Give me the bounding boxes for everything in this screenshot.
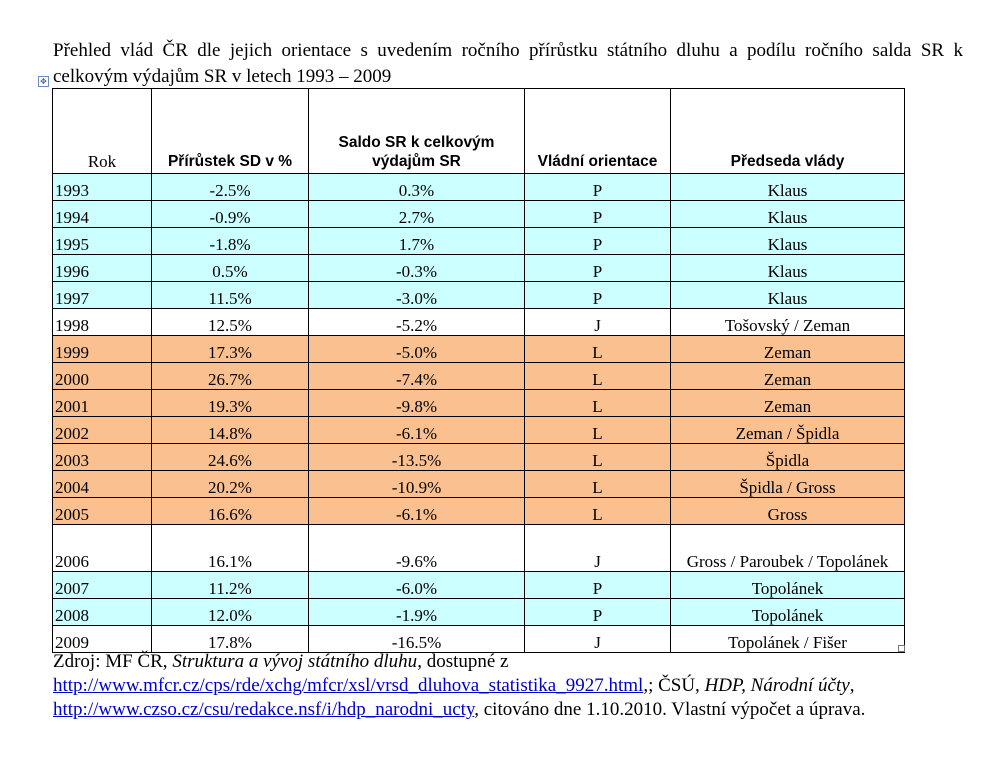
document-title: Přehled vlád ČR dle jejich orientace s uvedením ročního přírůstku státního dluhu a podílu ročního salda SR k celkovým výdajům SR v letech 1993 – 2009 (53, 40, 963, 87)
cell-saldo: -3.0% (309, 282, 525, 309)
cell-prirustek: 14.8% (152, 417, 309, 444)
cell-orientace: L (525, 336, 671, 363)
table-row (53, 525, 905, 572)
government-debt-table (52, 88, 905, 653)
source-suffix: , citováno dne 1.10.2010. Vlastní výpočet a úprava. (474, 699, 866, 720)
table-row (53, 417, 905, 444)
cell-orientace: L (525, 390, 671, 417)
header-prirustek: Přírůstek SD v % (152, 89, 309, 174)
cell-saldo: -6.1% (309, 498, 525, 525)
table-row (53, 498, 905, 525)
table-row (53, 255, 905, 282)
table-row (53, 390, 905, 417)
table-row (53, 174, 905, 201)
cell-predseda: Zeman (671, 390, 905, 417)
table-row (53, 309, 905, 336)
cell-predseda: Gross / Paroubek / Topolánek (671, 525, 905, 572)
cell-saldo: -13.5% (309, 444, 525, 471)
cell-orientace: P (525, 599, 671, 626)
mfcr-link[interactable]: http://www.mfcr.cz/cps/rde/xchg/mfcr/xsl/vrsd_dluhova_statistika_9927.html (53, 675, 644, 696)
table-row (53, 444, 905, 471)
table-row (53, 572, 905, 599)
cell-predseda: Zeman / Špidla (671, 417, 905, 444)
cell-orientace: P (525, 174, 671, 201)
cell-rok: 2003 (53, 444, 152, 471)
header-predseda: Předseda vlády (671, 89, 905, 174)
cell-predseda: Topolánek (671, 599, 905, 626)
source-mid-3: , (849, 675, 855, 696)
cell-saldo: -5.0% (309, 336, 525, 363)
table-row (53, 282, 905, 309)
cell-predseda: Klaus (671, 228, 905, 255)
cell-rok: 1994 (53, 201, 152, 228)
cell-saldo: -9.8% (309, 390, 525, 417)
cell-rok: 1998 (53, 309, 152, 336)
source-work-2: HDP, Národní účty (704, 675, 850, 696)
cell-orientace: J (525, 525, 671, 572)
table-header-row (53, 89, 905, 174)
source-prefix: Zdroj: MF ČR, (53, 651, 173, 672)
cell-saldo: -6.1% (309, 417, 525, 444)
cell-rok: 1996 (53, 255, 152, 282)
cell-orientace: L (525, 417, 671, 444)
table-row (53, 626, 905, 653)
table-row (53, 336, 905, 363)
cell-saldo: -7.4% (309, 363, 525, 390)
cell-saldo: -0.3% (309, 255, 525, 282)
czso-link[interactable]: http://www.czso.cz/csu/redakce.nsf/i/hdp_narodni_ucty (53, 699, 475, 720)
cell-prirustek: 11.2% (152, 572, 309, 599)
cell-predseda: Gross (671, 498, 905, 525)
table-move-handle-icon[interactable]: ✥ (38, 76, 49, 87)
table-row (53, 471, 905, 498)
cell-predseda: Tošovský / Zeman (671, 309, 905, 336)
cell-orientace: J (525, 309, 671, 336)
table-row (53, 363, 905, 390)
cell-predseda: Klaus (671, 201, 905, 228)
cell-prirustek: 16.6% (152, 498, 309, 525)
cell-prirustek: 0.5% (152, 255, 309, 282)
cell-predseda: Špidla / Gross (671, 471, 905, 498)
cell-orientace: P (525, 282, 671, 309)
cell-rok: 2002 (53, 417, 152, 444)
cell-rok: 2005 (53, 498, 152, 525)
source-mid-1: , dostupné z (417, 651, 509, 672)
cell-rok: 2006 (53, 525, 152, 572)
cell-predseda: Klaus (671, 282, 905, 309)
cell-orientace: L (525, 471, 671, 498)
source-note (53, 650, 963, 722)
cell-rok: 2000 (53, 363, 152, 390)
cell-saldo: -16.5% (309, 626, 525, 653)
cell-orientace: P (525, 255, 671, 282)
cell-prirustek: 24.6% (152, 444, 309, 471)
cell-orientace: L (525, 498, 671, 525)
cell-prirustek: 11.5% (152, 282, 309, 309)
cell-orientace: P (525, 572, 671, 599)
header-saldo: Saldo SR k celkovým výdajům SR (309, 89, 525, 174)
cell-prirustek: 19.3% (152, 390, 309, 417)
cell-predseda: Klaus (671, 174, 905, 201)
cell-orientace: J (525, 626, 671, 653)
header-orientace: Vládní orientace (525, 89, 671, 174)
source-work-1: Struktura a vývoj státního dluhu (172, 651, 418, 672)
cell-rok: 2001 (53, 390, 152, 417)
cell-saldo: -1.9% (309, 599, 525, 626)
cell-rok: 2004 (53, 471, 152, 498)
cell-rok: 1995 (53, 228, 152, 255)
cell-prirustek: -2.5% (152, 174, 309, 201)
cell-prirustek: -0.9% (152, 201, 309, 228)
cell-saldo: 1.7% (309, 228, 525, 255)
cell-rok: 1999 (53, 336, 152, 363)
cell-rok: 1997 (53, 282, 152, 309)
cell-prirustek: 12.5% (152, 309, 309, 336)
cell-predseda: Topolánek (671, 572, 905, 599)
cell-predseda: Špidla (671, 444, 905, 471)
cell-saldo: -10.9% (309, 471, 525, 498)
cell-saldo: -9.6% (309, 525, 525, 572)
cell-rok: 2008 (53, 599, 152, 626)
table-row (53, 599, 905, 626)
cell-orientace: P (525, 201, 671, 228)
table-row (53, 201, 905, 228)
cell-saldo: 0.3% (309, 174, 525, 201)
header-rok: Rok (53, 89, 152, 174)
cell-saldo: -5.2% (309, 309, 525, 336)
cell-prirustek: 17.8% (152, 626, 309, 653)
cell-rok: 2007 (53, 572, 152, 599)
cell-predseda: Zeman (671, 336, 905, 363)
cell-orientace: L (525, 444, 671, 471)
cell-saldo: 2.7% (309, 201, 525, 228)
cell-prirustek: -1.8% (152, 228, 309, 255)
table-row (53, 228, 905, 255)
cell-predseda: Klaus (671, 255, 905, 282)
cell-prirustek: 17.3% (152, 336, 309, 363)
cell-orientace: P (525, 228, 671, 255)
cell-orientace: L (525, 363, 671, 390)
cell-prirustek: 20.2% (152, 471, 309, 498)
source-mid-2: ,; ČSÚ, (643, 675, 705, 696)
cell-rok: 1993 (53, 174, 152, 201)
table-body (53, 174, 905, 653)
cell-predseda: Zeman (671, 363, 905, 390)
cell-prirustek: 12.0% (152, 599, 309, 626)
cell-saldo: -6.0% (309, 572, 525, 599)
cell-prirustek: 16.1% (152, 525, 309, 572)
cell-prirustek: 26.7% (152, 363, 309, 390)
cell-predseda: Topolánek / Fišer (671, 626, 905, 653)
cell-rok: 2009 (53, 626, 152, 653)
